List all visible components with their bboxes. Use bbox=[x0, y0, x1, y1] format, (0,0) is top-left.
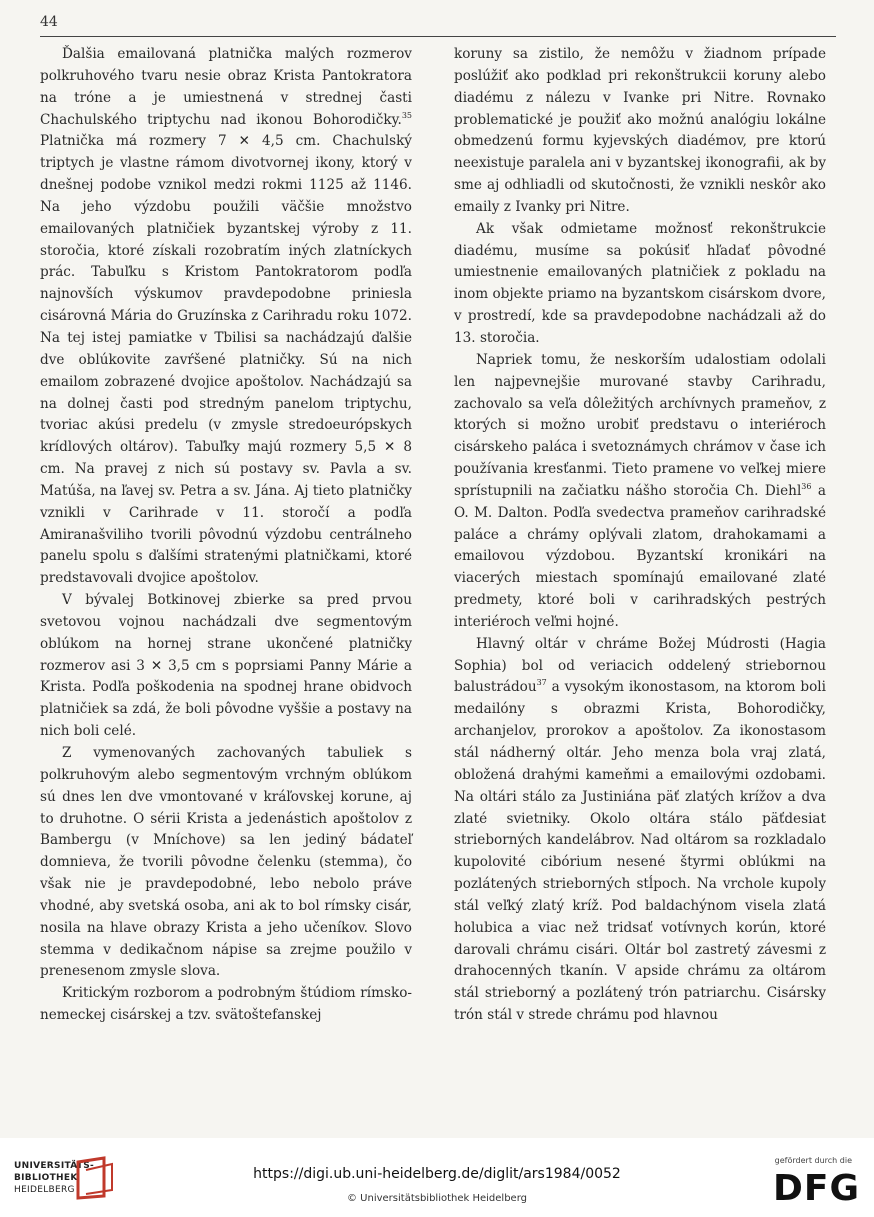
institution-line-1: UNIVERSITÄTS- bbox=[14, 1161, 95, 1171]
left-column-paragraph: Z vymenovaných zachovaných tabuliek s polkruhovým alebo segmentovým vrchným oblúkom sú dnes len dve vmontované v kráľovskej korune, aj to druhotne. O sérii Krista a jedenástich apoštolov z Bambergu (v Mníchove) sa len jediný bádateľ domnieva, že tvorili pôvodne čelenku (stemma), čo však nie je pravdepodobné, lebo nebolo práve vhodné, aby svetská osoba, ani ak to bol rímsky cisár, nosila na hlave obrazy Krista a jeho učeníkov. Slovo stemma v dedikačnom nápise sa zrejme použilo v prenesenom zmysle slova. bbox=[40, 745, 412, 980]
right-column bbox=[454, 44, 826, 1027]
copyright-notice: © Universitätsbibliothek Heidelberg bbox=[346, 1193, 527, 1204]
left-column-paragraph: Kritickým rozborom a podrobným štúdiom rímsko-nemeckej cisárskej a tzv. svätoštefanskej bbox=[40, 985, 412, 1024]
funded-by-label: gefördert durch die bbox=[774, 1156, 852, 1165]
institution-line-3: HEIDELBERG bbox=[14, 1185, 75, 1195]
dfg-logo: DFG bbox=[772, 1168, 860, 1209]
institution-line-2: BIBLIOTHEK bbox=[14, 1173, 78, 1183]
right-column-paragraph: Hlavný oltár v chráme Božej Múdrosti (Hagia Sophia) bol od veriacich oddelený striebornou balustrádou$^{37}$ a vysokým ikonostasom, na ktorom boli medailóny s obrazmi Krista, Bohorodičky, archanjelov, prorokov a apoštolov. Za ikonostasom stál nádherný oltár. Jeho menza bola vraj zlatá, obložená drahými kameňmi a emailovými ozdobami. Na oltári stálo za Justiniána päť zlatých krížov a dva zlaté svietniky. Okolo oltára stálo päťdesiat strieborných kandelábrov. Nad oltárom sa rozkladalo kupolovité cibórium nesené štyrmi oblúkmi na pozlátených strieborných stĺpoch. Na vrchole kupoly stál veľký zlatý kríž. Pod baldachýnom visela zlatá holubica a viac než tridsať votívnych korún, ktoré darovali chrámu cisári. Oltár bol zastretý závesmi z drahocenných tkanín. V apside chrámu za oltárom stál strieborný a pozlátený trón patriarchu. Cisársky trón stál v strede chrámu pod hlavnou bbox=[454, 635, 826, 1024]
left-column-paragraph: Ďalšia emailovaná platnička malých rozmerov polkruhového tvaru nesie obraz Krista Pantokratora na tróne a je umiestnená v strednej časti Chachulského triptychu nad ikonou Bohorodičky.$^{35}$ Platnička má rozmery 7 ✕ 4,5 cm. Chachulský triptych je vlastne rámom divotvornej ikony, ktorý v dnešnej podobe vznikol medzi rokmi 1125 až 1146. Na jeho výzdobu použili väčšie množstvo emailovaných platničiek byzantskej výroby z 11. storočia, ktoré získali rozobratím iných zlatníckych prác. Tabuľku s Kristom Pantokratorom podľa najnovších výskumov pravdepodobne priniesla cisárovná Mária do Gruzínska z Carihradu roku 1072. Na tej istej pamiatke v Tbilisi sa nachádzajú ďalšie dve oblúkovite zavŕšené platničky. Sú na nich emailom zobrazené dvojice apoštolov. Nachádzajú sa na dolnej časti pod stredným panelom triptychu, tvoriac akúsi predelu (v zmysle stredoeurópskych krídlových oltárov). Tabuľky majú rozmery 5,5 ✕ 8 cm. Na pravej z nich sú postavy sv. Pavla a sv. Matúša, na ľavej sv. Petra a sv. Jána. Aj tieto platničky vznikli v Carihrade v 11. storočí a podľa Amiranašviliho tvorili pôvodnú výzdobu centrálneho panelu spolu s ďalšími stratenými platničkami, ktoré predstavovali dvojice apoštolov. bbox=[40, 46, 412, 587]
header-rule bbox=[40, 36, 836, 37]
permalink-url[interactable]: https://digi.ub.uni-heidelberg.de/diglit/ars1984/0052 bbox=[253, 1166, 621, 1182]
left-column-paragraph: V bývalej Botkinovej zbierke sa pred prvou svetovou vojnou nachádzali dve segmentovým oblúkom na hornej strane ukončené platničky rozmerov asi 3 ✕ 3,5 cm s poprsiami Panny Márie a Krista. Podľa poškodenia na spodnej hrane obidvoch platničiek sa zdá, že boli pôvodne vyššie a postavy na nich boli celé. bbox=[40, 592, 412, 740]
viewer-footer bbox=[0, 1138, 874, 1217]
right-column-paragraph: Ak však odmietame možnosť rekonštrukcie diadému, musíme sa pokúsiť hľadať pôvodné umiestnenie emailovaných platničiek z pokladu na inom objekte priamo na byzantskom cisárskom dvore, v prostredí, kde sa pravdepodobne nachádzali až do 13. storočia. bbox=[454, 220, 826, 346]
right-column-paragraph: Napriek tomu, že neskorším udalostiam odolali len najpevnejšie murované stavby Carihradu, zachovalo sa veľa dôležitých archívnych prameňov, z ktorých si možno urobiť predstavu o interiéroch cisárskeho paláca i svetoznámych chrámov v čase ich používania kresťanmi. Tieto pramene vo veľkej miere sprístupnili na začiatku nášho storočia Ch. Diehl$^{36}$ a O. M. Dalton. Podľa svedectva prameňov carihradské paláce a chrámy oplývali zlatom, drahokamami a emailovou výzdobou. Byzantskí kronikári na viacerých miestach spomínajú emailované zlaté predmety, ktoré boli v carihradských pestrých interiéroch veľmi hojné. bbox=[454, 351, 826, 630]
page-number: 44 bbox=[40, 14, 58, 30]
right-column-paragraph: koruny sa zistilo, že nemôžu v žiadnom prípade poslúžiť ako podklad pri rekonštrukcii koruny alebo diadému z nálezu v Ivanke pri Nitre. Rovnako problematické je použiť ako možnú analógiu lokálne obmedzenú formu kyjevských diadémov, pre ktorú neexistuje paralela ani v byzantskej ikonografii, ak by sme aj odhliadli od skutočnosti, že vznikli neskôr ako emaily z Ivanky pri Nitre. bbox=[454, 46, 826, 215]
left-column bbox=[40, 44, 412, 1027]
